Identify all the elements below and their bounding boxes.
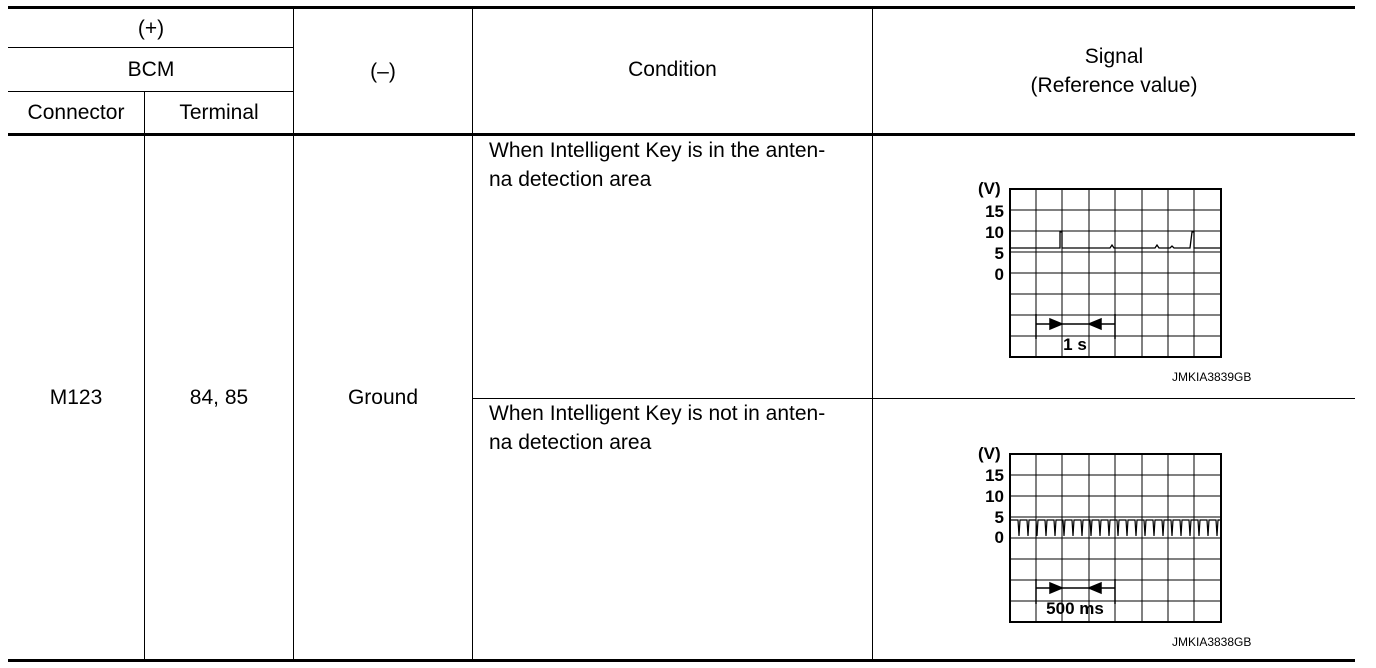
- scope-1-unit: (V): [978, 179, 1001, 198]
- scope-2-tick-10: 10: [985, 487, 1004, 506]
- scope-2-tick-0: 0: [994, 528, 1004, 547]
- oscilloscope-waveform-1: [970, 176, 1230, 362]
- scope-2-code: JMKIA3838GB: [1172, 635, 1252, 649]
- condition-row-1-line1: When Intelligent Key is in the anten-: [489, 139, 826, 162]
- bottom-border: [8, 659, 1355, 662]
- scope-1-tick-0: 0: [994, 265, 1004, 284]
- scope-1-tick-5: 5: [994, 244, 1004, 263]
- condition-row-1: [489, 136, 869, 398]
- body-minus: Ground: [347, 386, 419, 409]
- scope-2-time-scale: 500 ms: [1046, 599, 1104, 618]
- scope-1-code: JMKIA3839GB: [1172, 370, 1252, 384]
- header-signal-line2: (Reference value): [1030, 74, 1198, 97]
- scope-1-tick-15: 15: [985, 202, 1004, 221]
- header-plus: (+): [137, 16, 165, 40]
- condition-row-2: [489, 399, 869, 659]
- body-terminal: 84, 85: [189, 386, 249, 409]
- condition-row-2-line1: When Intelligent Key is not in anten-: [489, 402, 826, 425]
- header-connector: Connector: [27, 101, 125, 124]
- scope-1-time-scale: 1 s: [1063, 335, 1087, 354]
- scope-1-tick-10: 10: [985, 223, 1004, 242]
- condition-row-1-line2: na detection area: [489, 168, 652, 191]
- header-condition: Condition: [628, 57, 717, 81]
- scope-2-unit: (V): [978, 444, 1001, 463]
- oscilloscope-waveform-2: [970, 441, 1230, 627]
- header-minus: (–): [370, 59, 396, 83]
- header-signal-line1: Signal: [1084, 45, 1144, 68]
- header-module: BCM: [127, 58, 175, 81]
- header-terminal: Terminal: [179, 101, 259, 124]
- condition-row-2-line2: na detection area: [489, 431, 652, 454]
- body-connector: M123: [49, 386, 103, 409]
- scope-2-tick-15: 15: [985, 466, 1004, 485]
- scope-2-tick-5: 5: [994, 508, 1004, 527]
- header-signal: [873, 9, 1355, 133]
